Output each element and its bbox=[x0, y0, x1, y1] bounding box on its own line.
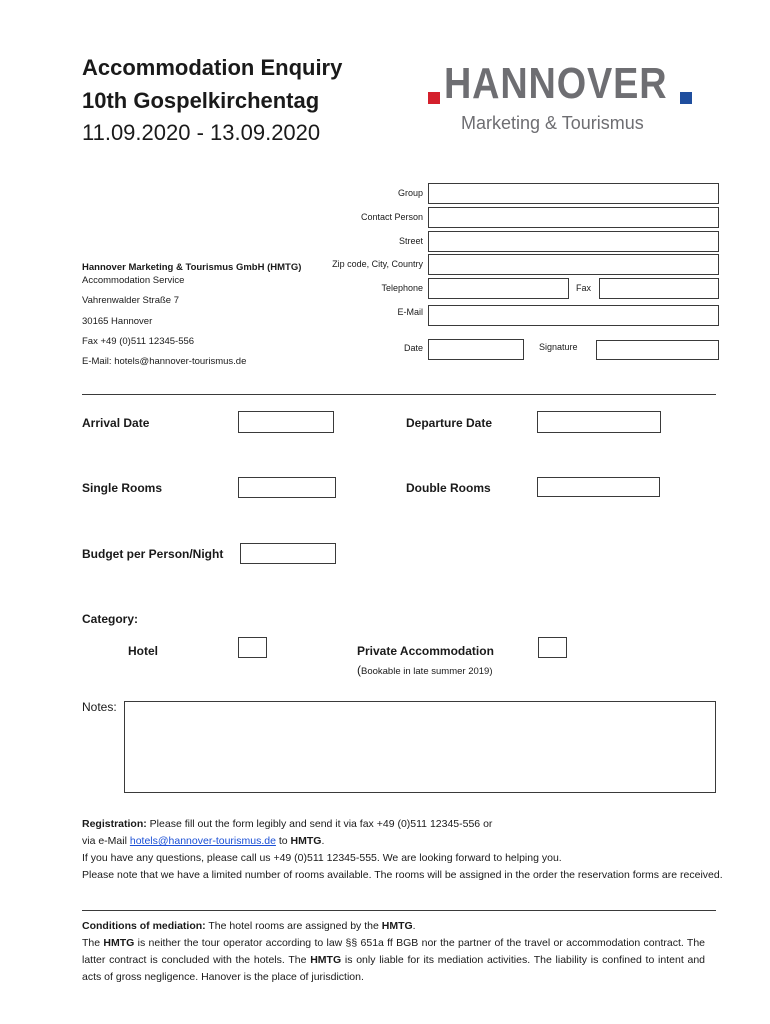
conditions-text-2: is neither the tour operator according to law §§ 651a ff BGB nor the partner of the travel or accommodation contract. The latter contract is concluded with the hotels. The bbox=[82, 937, 706, 966]
hotel-checkbox[interactable] bbox=[238, 637, 267, 658]
group-field[interactable] bbox=[428, 183, 719, 204]
telephone-label: Telephone bbox=[381, 283, 423, 293]
arrival-label: Arrival Date bbox=[82, 416, 150, 430]
conditions-heading: Conditions of mediation: bbox=[82, 920, 206, 932]
conditions-hmtg-2: HMTG bbox=[103, 937, 135, 949]
event-name: 10th Gospelkirchentag bbox=[82, 88, 320, 113]
address-email: E-Mail: hotels@hannover-tourismus.de bbox=[82, 356, 247, 367]
contact-person-field[interactable] bbox=[428, 207, 719, 228]
form-title: Accommodation Enquiry bbox=[82, 55, 343, 80]
registration-line-2 bbox=[82, 833, 742, 850]
notes-label: Notes: bbox=[82, 700, 117, 714]
address-street: Vahrenwalder Straße 7 bbox=[82, 295, 179, 306]
date-label: Date bbox=[403, 343, 423, 353]
group-label: Group bbox=[397, 188, 423, 198]
double-rooms-label: Double Rooms bbox=[406, 481, 491, 495]
departure-label: Departure Date bbox=[406, 416, 493, 430]
hannover-logo bbox=[428, 59, 698, 138]
email-label: E-Mail bbox=[397, 307, 423, 317]
registration-section bbox=[82, 816, 742, 884]
email-field[interactable] bbox=[428, 305, 719, 326]
conditions-hmtg-1: HMTG bbox=[381, 920, 413, 932]
registration-heading: Registration: bbox=[82, 818, 147, 830]
zip-label: Zip code, City, Country bbox=[332, 259, 423, 269]
registration-line-1 bbox=[82, 816, 742, 833]
signature-field[interactable] bbox=[596, 340, 719, 360]
logo-wordmark: HANNOVER bbox=[444, 59, 668, 108]
note-paren: ( bbox=[357, 663, 361, 677]
divider-top bbox=[82, 394, 716, 395]
private-accommodation-note bbox=[357, 661, 493, 679]
conditions-the: The bbox=[82, 937, 104, 949]
conditions-hmtg-3: HMTG bbox=[310, 954, 342, 966]
private-accommodation-label: Private Accommodation bbox=[357, 644, 494, 658]
conditions-body bbox=[82, 935, 705, 986]
single-rooms-label: Single Rooms bbox=[82, 481, 163, 495]
street-field[interactable] bbox=[428, 231, 719, 252]
budget-label: Budget per Person/Night bbox=[82, 547, 224, 561]
contact-person-label: Contact Person bbox=[360, 212, 423, 222]
private-accommodation-checkbox[interactable] bbox=[538, 637, 567, 658]
logo-blue-square bbox=[680, 92, 692, 104]
conditions-line-1 bbox=[82, 918, 705, 935]
note-text: Bookable in late summer 2019) bbox=[361, 666, 493, 677]
event-dates: 11.09.2020 - 13.09.2020 bbox=[82, 120, 321, 145]
registration-period: . bbox=[321, 835, 325, 847]
divider-bottom bbox=[82, 910, 716, 911]
telephone-field[interactable] bbox=[428, 278, 569, 299]
logo-subtitle: Marketing & Tourismus bbox=[461, 113, 644, 133]
conditions-period-1: . bbox=[412, 920, 416, 932]
address-fax: Fax +49 (0)511 12345-556 bbox=[82, 336, 195, 347]
hotel-label: Hotel bbox=[128, 644, 158, 658]
company-name: Hannover Marketing & Tourismus GmbH (HMTG) bbox=[82, 262, 302, 273]
date-field[interactable] bbox=[428, 339, 524, 360]
departure-field[interactable] bbox=[537, 411, 661, 433]
signature-label: Signature bbox=[539, 342, 578, 352]
registration-line-4: Please note that we have a limited number of rooms available. The rooms will be assigned in the order the reservation forms are received. bbox=[82, 869, 723, 881]
conditions-section bbox=[82, 918, 705, 986]
registration-to: to bbox=[275, 835, 291, 847]
registration-hmtg: HMTG bbox=[290, 835, 322, 847]
conditions-text-1: The hotel rooms are assigned by the bbox=[205, 920, 382, 932]
fax-field[interactable] bbox=[599, 278, 719, 299]
street-label: Street bbox=[398, 236, 423, 246]
single-rooms-field[interactable] bbox=[238, 477, 336, 498]
arrival-field[interactable] bbox=[238, 411, 334, 433]
category-label: Category: bbox=[82, 612, 139, 626]
registration-text-1: Please fill out the form legibly and send it via fax +49 (0)511 12345-556 or bbox=[146, 818, 493, 830]
logo-red-square bbox=[428, 92, 440, 104]
registration-via: via e-Mail bbox=[82, 835, 130, 847]
budget-field[interactable] bbox=[240, 543, 336, 564]
department: Accommodation Service bbox=[82, 275, 185, 286]
zip-field[interactable] bbox=[428, 254, 719, 275]
address-city: 30165 Hannover bbox=[82, 316, 153, 327]
fax-label: Fax bbox=[576, 283, 592, 293]
registration-line-3: If you have any questions, please call us +49 (0)511 12345-555. We are looking forward to helping you. bbox=[82, 852, 562, 864]
registration-email-link[interactable]: hotels@hannover-tourismus.de bbox=[129, 835, 276, 847]
conditions-text-3: is only liable for its mediation activities. The liability is confined to intent and acts of gross negligence. Hanover is the place of jurisdiction. bbox=[82, 954, 705, 983]
notes-field[interactable] bbox=[124, 701, 716, 793]
double-rooms-field[interactable] bbox=[537, 477, 660, 497]
